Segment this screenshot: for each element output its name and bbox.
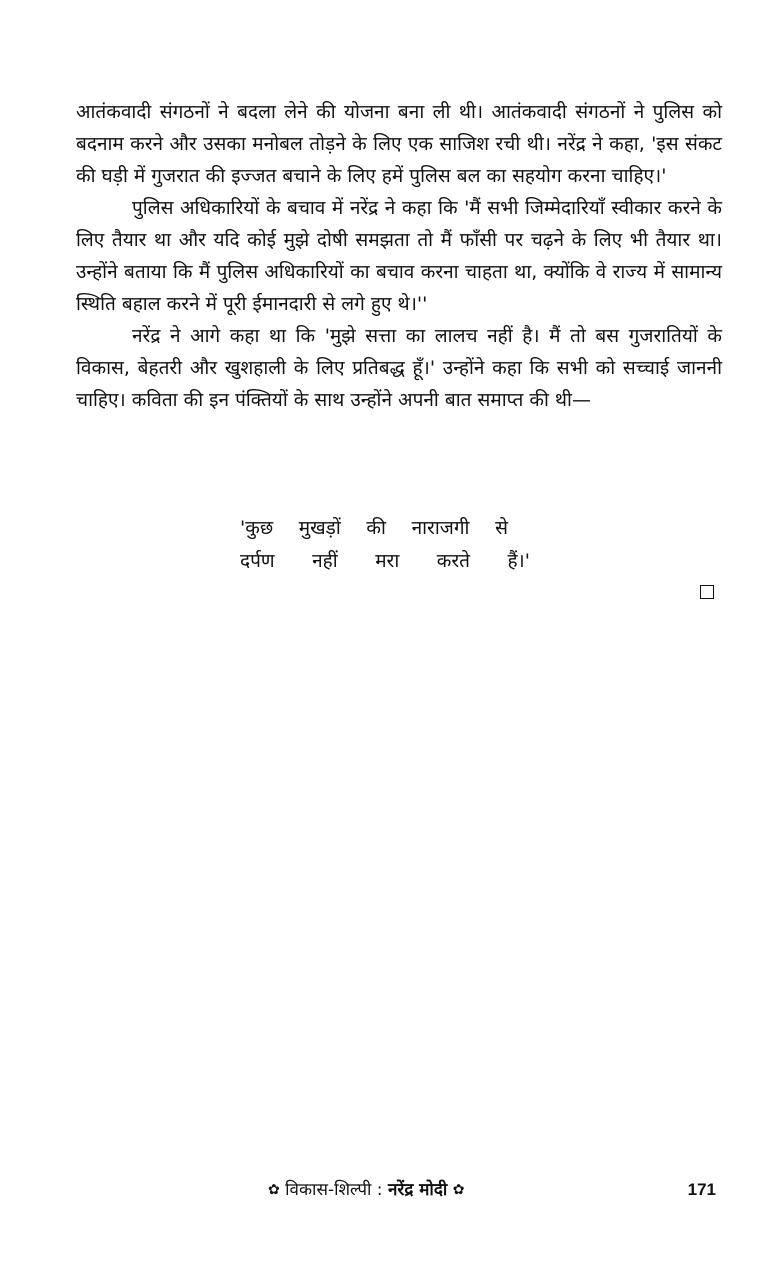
poem-word: की — [366, 517, 386, 539]
page-footer — [0, 1176, 774, 1204]
poem-word: नाराजगी — [411, 517, 470, 539]
poem-word: मुखड़ों — [298, 517, 341, 539]
poem-word: मरा — [375, 550, 400, 572]
poem-word: नहीं — [312, 550, 338, 572]
flower-ornament-icon: ✿ — [268, 1182, 280, 1198]
paragraph-3: नरेंद्र ने आगे कहा था कि 'मुझे सत्ता का लालच नहीं है। मैं तो बस गुजरातियों के विकास, बेहतरी और खुशहाली के लिए प्रतिबद्ध हूँ।' उन्होंने कहा कि सभी को सच्चाई जाननी चाहिए। कविता की इन पंक्तियों के साथ उन्होंने अपनी बात समाप्त की थी— — [76, 325, 722, 411]
author-name: नरेंद्र मोदी — [387, 1180, 448, 1200]
flower-ornament-icon: ✿ — [452, 1182, 465, 1198]
poem-block — [240, 512, 540, 578]
running-footer-title — [268, 1176, 464, 1204]
poem-word: 'कुछ — [240, 517, 274, 539]
poem-word: करते — [436, 550, 470, 572]
end-of-section-square-icon — [700, 585, 714, 599]
paragraph-2: पुलिस अधिकारियों के बचाव में नरेंद्र ने कहा कि 'मैं सभी जिम्मेदारियाँ स्वीकार करने के लिए तैयार था और यदि कोई मुझे दोषी समझता तो मैं फाँसी पर चढ़ने के लिए भी तैयार था। उन्होंने बताया कि मैं पुलिस अधिकारियों का बचाव करना चाहता था, क्योंकि वे राज्य में सामान्य स्थिति बहाल करने में पूरी ईमानदारी से लगे हुए थे।'' — [76, 197, 722, 315]
poem-word: दर्पण — [240, 550, 275, 572]
poem-line-2 — [240, 545, 530, 578]
poem-word: हैं।' — [507, 550, 530, 572]
book-title: विकास-शिल्पी : — [285, 1180, 383, 1200]
paragraph-1: आतंकवादी संगठनों ने बदला लेने की योजना बना ली थी। आतंकवादी संगठनों ने पुलिस को बदनाम करने और उसका मनोबल तोड़ने के लिए एक साजिश रची थी। नरेंद्र ने कहा, 'इस संकट की घड़ी में गुजरात की इज्जत बचाने के लिए हमें पुलिस बल का सहयोग करना चाहिए।' — [76, 101, 722, 187]
page-number: 171 — [687, 1180, 716, 1199]
page-body — [76, 96, 722, 416]
poem-word: से — [495, 517, 508, 539]
poem-line-1 — [240, 512, 508, 545]
